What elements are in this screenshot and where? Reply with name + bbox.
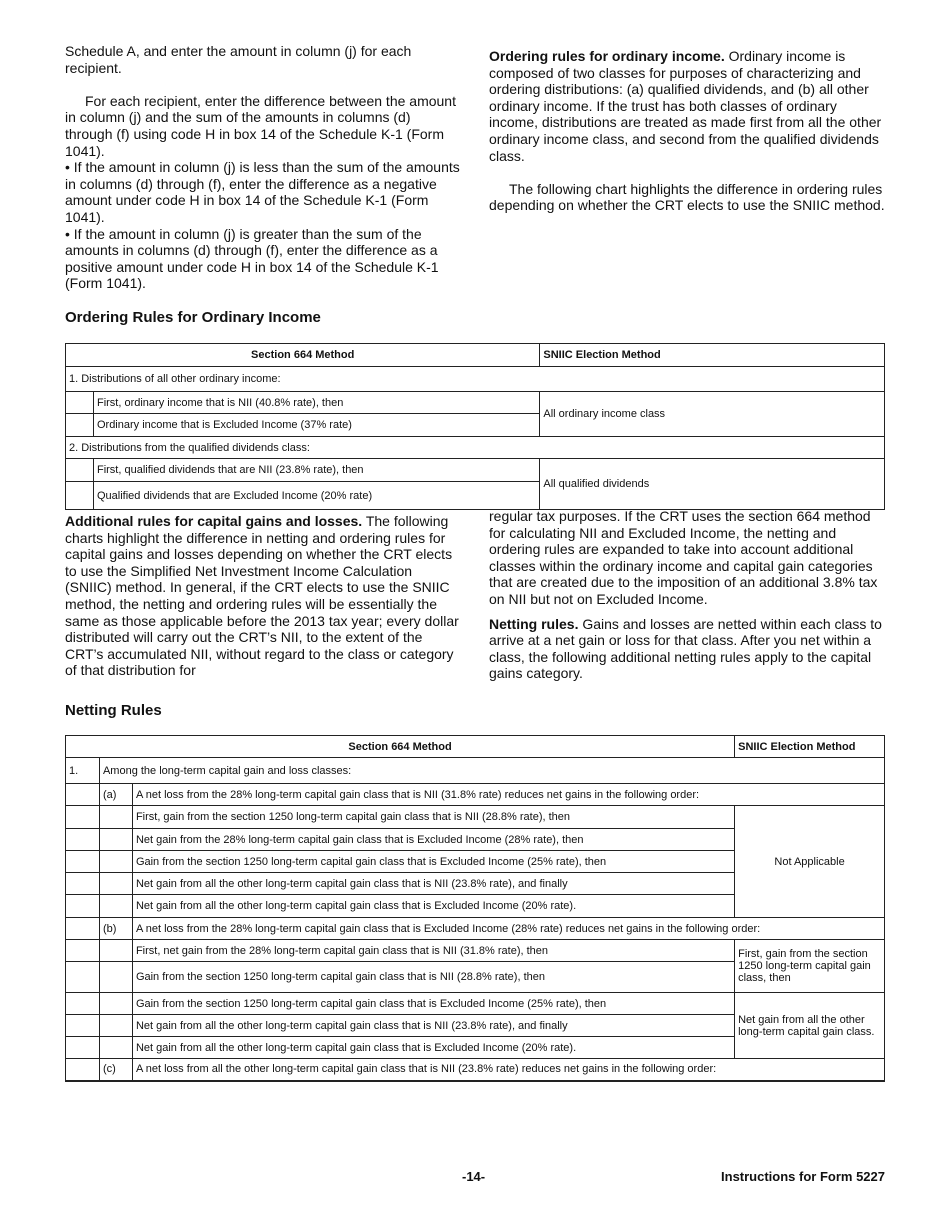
row-letter: (c) [99, 1059, 132, 1081]
left-column-mid [65, 513, 460, 679]
indent-cell [99, 829, 132, 851]
indent-cell [66, 1037, 100, 1059]
paragraph: regular tax purposes. If the CRT uses the section 664 method for calculating NII and Excluded Income, the netting and ordering rules are expanded to take into account additional classes within the ordinary income and capital gain categories that are created due to the imposition of an additional 3.8% tax on NII but not on Excluded Income. [489, 508, 878, 607]
indent-cell [66, 482, 94, 510]
right-column-mid [489, 508, 887, 682]
indent-cell [66, 895, 100, 918]
indent-cell [99, 940, 132, 962]
indent-cell [66, 1059, 100, 1081]
row-letter: (a) [99, 784, 132, 806]
right-column-top [489, 48, 887, 231]
table-cell: Not Applicable [735, 806, 885, 918]
bullet-item: • If the amount in column (j) is less than the sum of the amounts in columns (d) through (f), enter the difference as a negative amount under code H in box 14 of the Schedule K-1 (Form 1041). [65, 159, 460, 225]
paragraph-text: The following charts highlight the difference in netting and ordering rules for capital gains and losses depending on whether the CRT elects to use the Simplified Net Investment Income Calculation (SNIIC) method. In general, if the CRT elects to use the SNIIC method, the netting and ordering rules will be essentially the same as those applicable before the 2013 tax year; every dollar distributed will carry out the CRT’s NII, to the extent of the CRT’s accumulated NII, without regard to the class or category of that distribution for [65, 513, 459, 679]
indent-cell [66, 962, 100, 993]
indent-cell [99, 962, 132, 993]
indent-cell [66, 414, 94, 437]
table-cell: All ordinary income class [540, 392, 885, 437]
run-in-heading: Additional rules for capital gains and losses. [65, 513, 363, 529]
section-heading: Ordering Rules for Ordinary Income [65, 309, 321, 326]
indent-cell [66, 1015, 100, 1037]
table-cell: Net gain from all the other long-term capital gain class that is Excluded Income (20% rate). [132, 895, 734, 918]
page-number: -14- [462, 1169, 486, 1184]
indent-cell [66, 829, 100, 851]
indent-cell [99, 851, 132, 873]
netting-rules-table [65, 735, 885, 1082]
indent-cell [66, 993, 100, 1015]
paragraph: For each recipient, enter the difference between the amount in column (j) and the sum of the amounts in columns (d) through (f) using code H in box 14 of the Schedule K-1 (Form 1041). [65, 92, 456, 159]
indent-cell [99, 1037, 132, 1059]
indent-cell [66, 873, 100, 895]
paragraph: The following chart highlights the difference in ordering rules depending on whether the CRT elects to use the SNIIC method. [489, 180, 885, 214]
table-cell: A net loss from all the other long-term capital gain class that is NII (23.8% rate) reduces net gains in the following order: [132, 1059, 884, 1081]
table-cell: Net gain from all the other long-term capital gain class that is Excluded Income (20% rate). [132, 1037, 734, 1059]
indent-cell [99, 1015, 132, 1037]
paragraph [489, 48, 887, 164]
table-cell: Net gain from all the other long-term capital gain class that is NII (23.8% rate), and finally [132, 1015, 734, 1037]
table-cell: Among the long-term capital gain and loss classes: [99, 758, 884, 784]
column-header: SNIIC Election Method [540, 344, 885, 367]
indent-cell [99, 993, 132, 1015]
paragraph: Schedule A, and enter the amount in column (j) for each recipient. [65, 43, 412, 76]
table-cell: A net loss from the 28% long-term capital gain class that is Excluded Income (28% rate) reduces net gains in the following order: [132, 918, 884, 940]
table-group-row: 2. Distributions from the qualified dividends class: [66, 437, 885, 459]
run-in-heading: Netting rules. [489, 615, 579, 632]
indent-cell [66, 851, 100, 873]
table-cell: First, qualified dividends that are NII (23.8% rate), then [93, 459, 539, 482]
indent-cell [66, 918, 100, 940]
left-column-top [65, 43, 460, 292]
table-cell: Net gain from all the other long-term capital gain class that is NII (23.8% rate), and finally [132, 873, 734, 895]
section-heading: Netting Rules [65, 702, 162, 719]
table-cell: Qualified dividends that are Excluded Income (20% rate) [93, 482, 539, 510]
table-cell: Gain from the section 1250 long-term capital gain class that is Excluded Income (25% rate), then [132, 993, 734, 1015]
column-header: Section 664 Method [66, 344, 540, 367]
ordering-rules-table [65, 343, 885, 510]
indent-cell [99, 895, 132, 918]
table-cell: First, ordinary income that is NII (40.8% rate), then [93, 392, 539, 414]
row-number: 1. [66, 758, 100, 784]
table-cell: A net loss from the 28% long-term capital gain class that is NII (31.8% rate) reduces net gains in the following order: [132, 784, 884, 806]
table-cell: First, net gain from the 28% long-term capital gain class that is NII (31.8% rate), then [132, 940, 734, 962]
table-cell: First, gain from the section 1250 long-term capital gain class that is NII (28.8% rate), then [132, 806, 734, 829]
column-header: Section 664 Method [66, 736, 735, 758]
paragraph [489, 616, 887, 682]
table-group-row: 1. Distributions of all other ordinary income: [66, 367, 885, 392]
paragraph-text: Gains and losses are netted within each class to arrive at a net gain or loss for that class. After you net within a class, the following additional netting rules apply to the capital gains category. [489, 615, 882, 682]
run-in-heading: Ordering rules for ordinary income. [489, 48, 725, 64]
table-cell: Net gain from the 28% long-term capital gain class that is Excluded Income (28% rate), then [132, 829, 734, 851]
table-cell: Gain from the section 1250 long-term capital gain class that is NII (28.8% rate), then [132, 962, 734, 993]
table-cell: Net gain from all the other long-term capital gain class. [735, 993, 885, 1059]
paragraph-text: Ordinary income is composed of two classes for purposes of characterizing and ordering distributions: (a) qualified dividends, and (b) all other ordinary income. If the trust has both classes of ordinary income, distributions are treated as made first from all the other ordinary income class, and second from the qualified dividends class. [489, 48, 882, 164]
indent-cell [99, 806, 132, 829]
indent-cell [99, 873, 132, 895]
table-cell: All qualified dividends [540, 459, 885, 510]
table-cell: Ordinary income that is Excluded Income (37% rate) [93, 414, 539, 437]
bullet-item: • If the amount in column (j) is greater than the sum of the amounts in columns (d) through (f), enter the difference as a positive amount under code H in box 14 of the Schedule K-1 (Form 1041). [65, 225, 439, 292]
table-cell: First, gain from the section 1250 long-term capital gain class, then [735, 940, 885, 993]
indent-cell [66, 806, 100, 829]
row-letter: (b) [99, 918, 132, 940]
indent-cell [66, 784, 100, 806]
indent-cell [66, 459, 94, 482]
indent-cell [66, 940, 100, 962]
column-header: SNIIC Election Method [735, 736, 885, 758]
table-cell: Gain from the section 1250 long-term capital gain class that is Excluded Income (25% rate), then [132, 851, 734, 873]
footer-title: Instructions for Form 5227 [721, 1169, 885, 1184]
indent-cell [66, 392, 94, 414]
paragraph [65, 513, 460, 679]
